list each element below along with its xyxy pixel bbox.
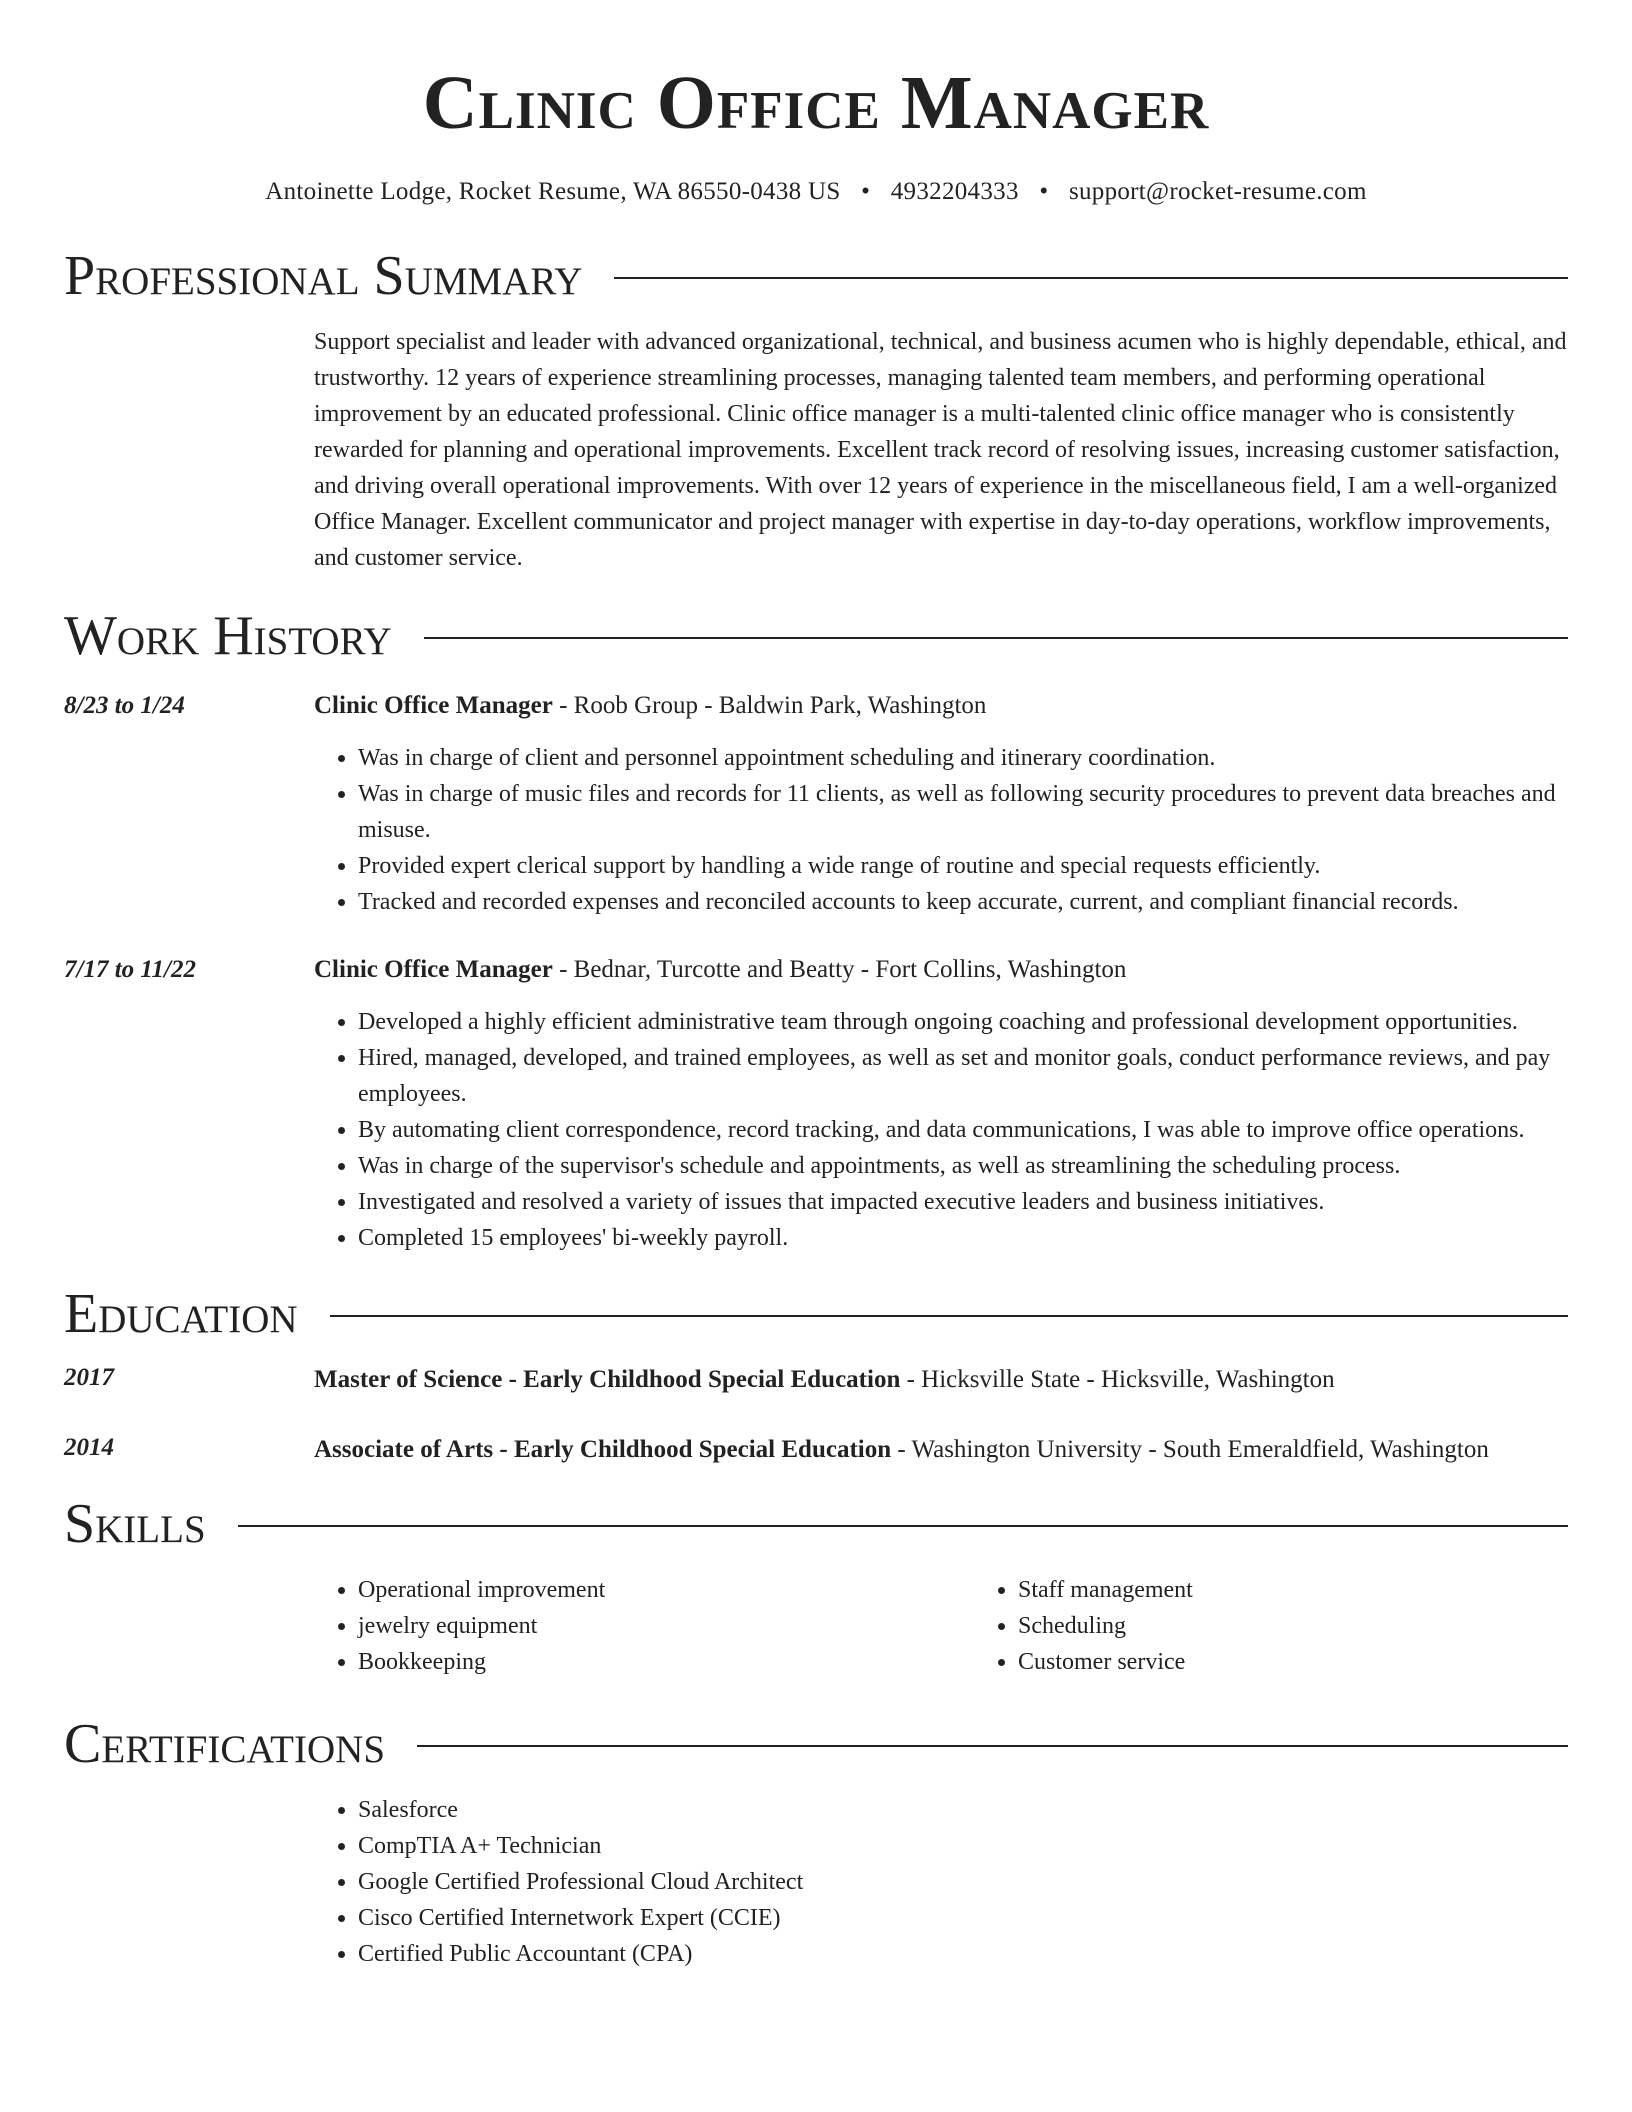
skills-list-left	[314, 1572, 974, 1680]
education-section-title: Education	[64, 1283, 298, 1345]
contact-address: Antoinette Lodge, Rocket Resume, WA 86550-0438 US	[265, 178, 841, 205]
certification-item: • Certified Public Accountant (CPA)	[358, 1936, 1568, 1972]
job-dates: 8/23 to 1/24	[64, 692, 185, 719]
summary-section-title: Professional Summary	[64, 245, 583, 307]
job-bullets	[314, 740, 1568, 920]
job-title-line	[314, 688, 1568, 724]
contact-separator: •	[861, 178, 871, 205]
job-bullet: • Hired, managed, developed, and trained employees, as well as set and monitor goals, conduct performance reviews, and pay employees.	[358, 1040, 1568, 1112]
skill-item: • Scheduling	[1018, 1608, 1632, 1644]
skills-grid	[314, 1572, 1632, 1680]
section-divider	[424, 637, 1568, 639]
job-details: - Bednar, Turcotte and Beatty - Fort Collins, Washington	[552, 956, 1127, 983]
skills-section-title: Skills	[64, 1493, 206, 1555]
job-bullet: • By automating client correspondence, record tracking, and data communications, I was able to improve office operations.	[358, 1112, 1568, 1148]
job-bullets	[314, 1004, 1568, 1256]
certifications-section-header	[64, 1712, 1568, 1776]
education-section-header	[64, 1282, 1568, 1346]
job-entry	[64, 952, 1568, 1256]
job-bullet: • Was in charge of music files and records for 11 clients, as well as following security procedures to prevent data breaches and misuse.	[358, 776, 1568, 848]
certification-item: • Cisco Certified Internetwork Expert (CCIE)	[358, 1900, 1568, 1936]
certification-item: • Salesforce	[358, 1792, 1568, 1828]
job-details: - Roob Group - Baldwin Park, Washington	[552, 692, 987, 719]
job-bullet: • Investigated and resolved a variety of issues that impacted executive leaders and business initiatives.	[358, 1184, 1568, 1220]
skills-section-header	[64, 1492, 1568, 1556]
summary-text: Support specialist and leader with advanced organizational, technical, and business acumen who is highly dependable, ethical, and trustworthy. 12 years of experience streamlining processes, managing talented team members, and performing operational improvement by an educated professional. Clinic office manager is a multi-talented clinic office manager who is consistently rewarded for planning and operational improvements. Excellent track record of resolving issues, increasing customer satisfaction, and driving overall operational improvements. With over 12 years of experience in the miscellaneous field, I am a well-organized Office Manager. Excellent communicator and project manager with expertise in day-to-day operations, workflow improvements, and customer service.	[314, 329, 1567, 571]
job-bullet: • Was in charge of the supervisor's schedule and appointments, as well as streamlining the scheduling process.	[358, 1148, 1568, 1184]
resume-page	[64, 0, 1568, 1972]
certifications-section-title: Certifications	[64, 1713, 386, 1775]
job-bullet: • Developed a highly efficient administrative team through ongoing coaching and professional development opportunities.	[358, 1004, 1568, 1040]
job-role: Clinic Office Manager	[314, 692, 553, 719]
certification-item: • Google Certified Professional Cloud Architect	[358, 1864, 1568, 1900]
section-divider	[330, 1315, 1568, 1317]
contact-separator: •	[1039, 178, 1049, 205]
education-details: - Washington University - South Emeraldfield, Washington	[891, 1436, 1489, 1463]
skill-item: • Staff management	[1018, 1572, 1632, 1608]
skill-item: • Customer service	[1018, 1644, 1632, 1680]
section-divider	[417, 1745, 1568, 1747]
job-bullet: • Completed 15 employees' bi-weekly payroll.	[358, 1220, 1568, 1256]
job-bullet: • Tracked and recorded expenses and reconciled accounts to keep accurate, current, and compliant financial records.	[358, 884, 1568, 920]
job-entry	[64, 688, 1568, 920]
work-section-header	[64, 604, 1568, 668]
resume-name: Clinic Office Manager	[422, 61, 1210, 145]
certifications-row	[64, 1776, 1568, 1972]
education-details: - Hicksville State - Hicksville, Washington	[900, 1366, 1335, 1393]
education-year: 2017	[64, 1364, 114, 1391]
section-divider	[238, 1525, 1568, 1527]
skill-item: • Bookkeeping	[358, 1644, 974, 1680]
skills-list-right	[974, 1572, 1632, 1680]
summary-row	[64, 308, 1568, 576]
job-role: Clinic Office Manager	[314, 956, 553, 983]
job-bullet: • Provided expert clerical support by handling a wide range of routine and special requests efficiently.	[358, 848, 1568, 884]
job-bullet: • Was in charge of client and personnel appointment scheduling and itinerary coordination.	[358, 740, 1568, 776]
skill-item: • Operational improvement	[358, 1572, 974, 1608]
work-section-title: Work History	[64, 605, 392, 667]
education-year: 2014	[64, 1434, 114, 1461]
education-degree: Master of Science - Early Childhood Special Education	[314, 1366, 901, 1393]
education-degree: Associate of Arts - Early Childhood Special Education	[314, 1436, 892, 1463]
skill-item: • jewelry equipment	[358, 1608, 974, 1644]
certification-item: • CompTIA A+ Technician	[358, 1828, 1568, 1864]
job-dates: 7/17 to 11/22	[64, 956, 196, 983]
contact-phone: 4932204333	[890, 178, 1019, 205]
education-entry	[64, 1430, 1568, 1470]
contact-line	[64, 176, 1568, 208]
job-title-line	[314, 952, 1568, 988]
contact-email[interactable]: support@rocket-resume.com	[1068, 178, 1367, 205]
skills-row	[64, 1556, 1568, 1680]
section-divider	[614, 277, 1568, 279]
education-entry	[64, 1360, 1568, 1400]
summary-section-header	[64, 244, 1568, 308]
certifications-list	[314, 1792, 1568, 1972]
